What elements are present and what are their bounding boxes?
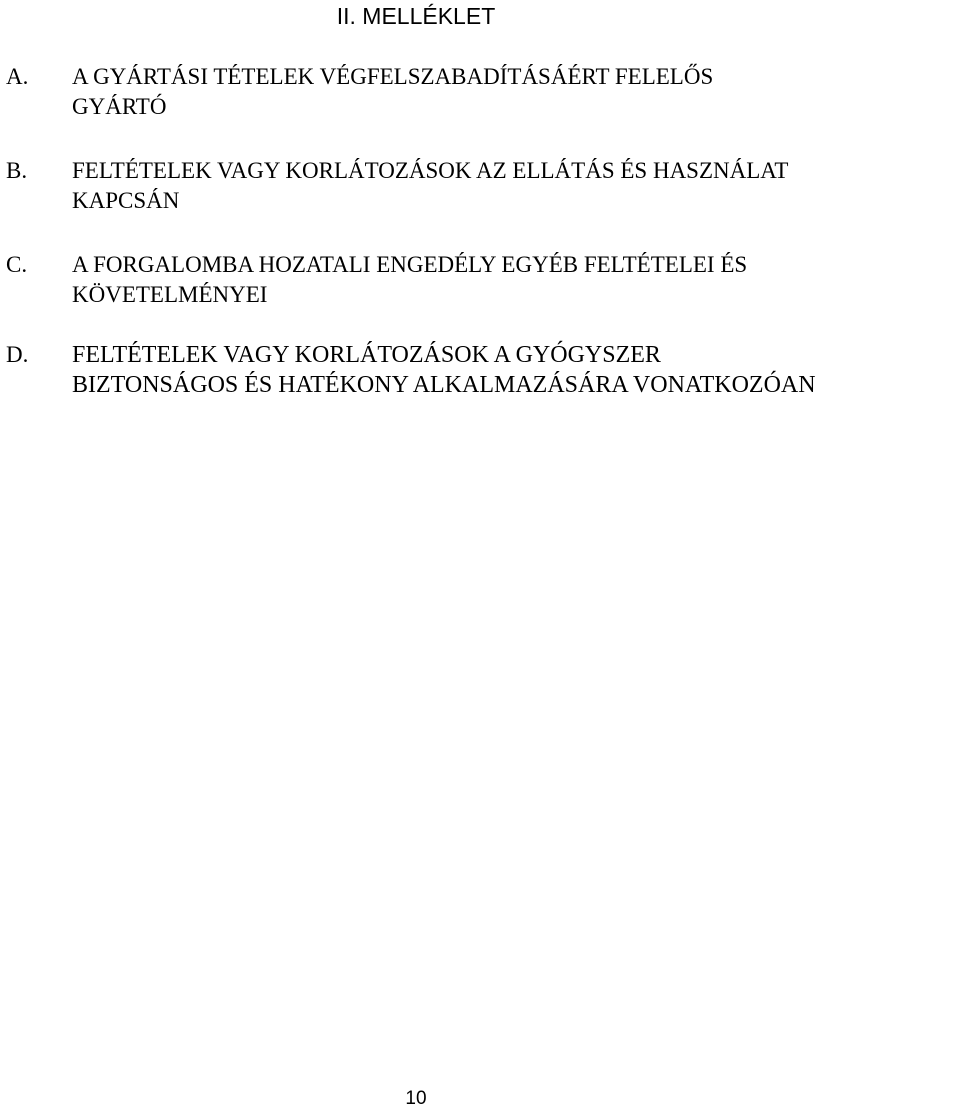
section-letter: A. <box>6 64 29 89</box>
section-title <box>72 340 957 400</box>
section-letter: D. <box>6 342 29 367</box>
section-title-line: FELTÉTELEK VAGY KORLÁTOZÁSOK A GYÓGYSZER <box>72 342 661 368</box>
page-heading: II. MELLÉKLET <box>336 3 496 29</box>
section-title-line: A GYÁRTÁSI TÉTELEK VÉGFELSZABADÍTÁSÁÉRT FELELŐS <box>72 64 714 89</box>
section-letter: B. <box>6 158 28 183</box>
section-title-line: BIZTONSÁGOS ÉS HATÉKONY ALKALMAZÁSÁRA VONATKOZÓAN <box>72 372 816 398</box>
section-title <box>72 250 957 310</box>
section-title <box>72 62 957 122</box>
page-number: 10 <box>405 1088 427 1109</box>
section-title-line: FELTÉTELEK VAGY KORLÁTOZÁSOK AZ ELLÁTÁS ÉS HASZNÁLAT <box>72 158 789 183</box>
section-letter: C. <box>6 252 28 277</box>
section-title-line: KAPCSÁN <box>72 188 180 213</box>
section-title-line: GYÁRTÓ <box>72 94 167 119</box>
section-title-line: KÖVETELMÉNYEI <box>72 282 268 307</box>
section-title-line: A FORGALOMBA HOZATALI ENGEDÉLY EGYÉB FELTÉTELEI ÉS <box>72 252 748 277</box>
section-title <box>72 156 957 216</box>
